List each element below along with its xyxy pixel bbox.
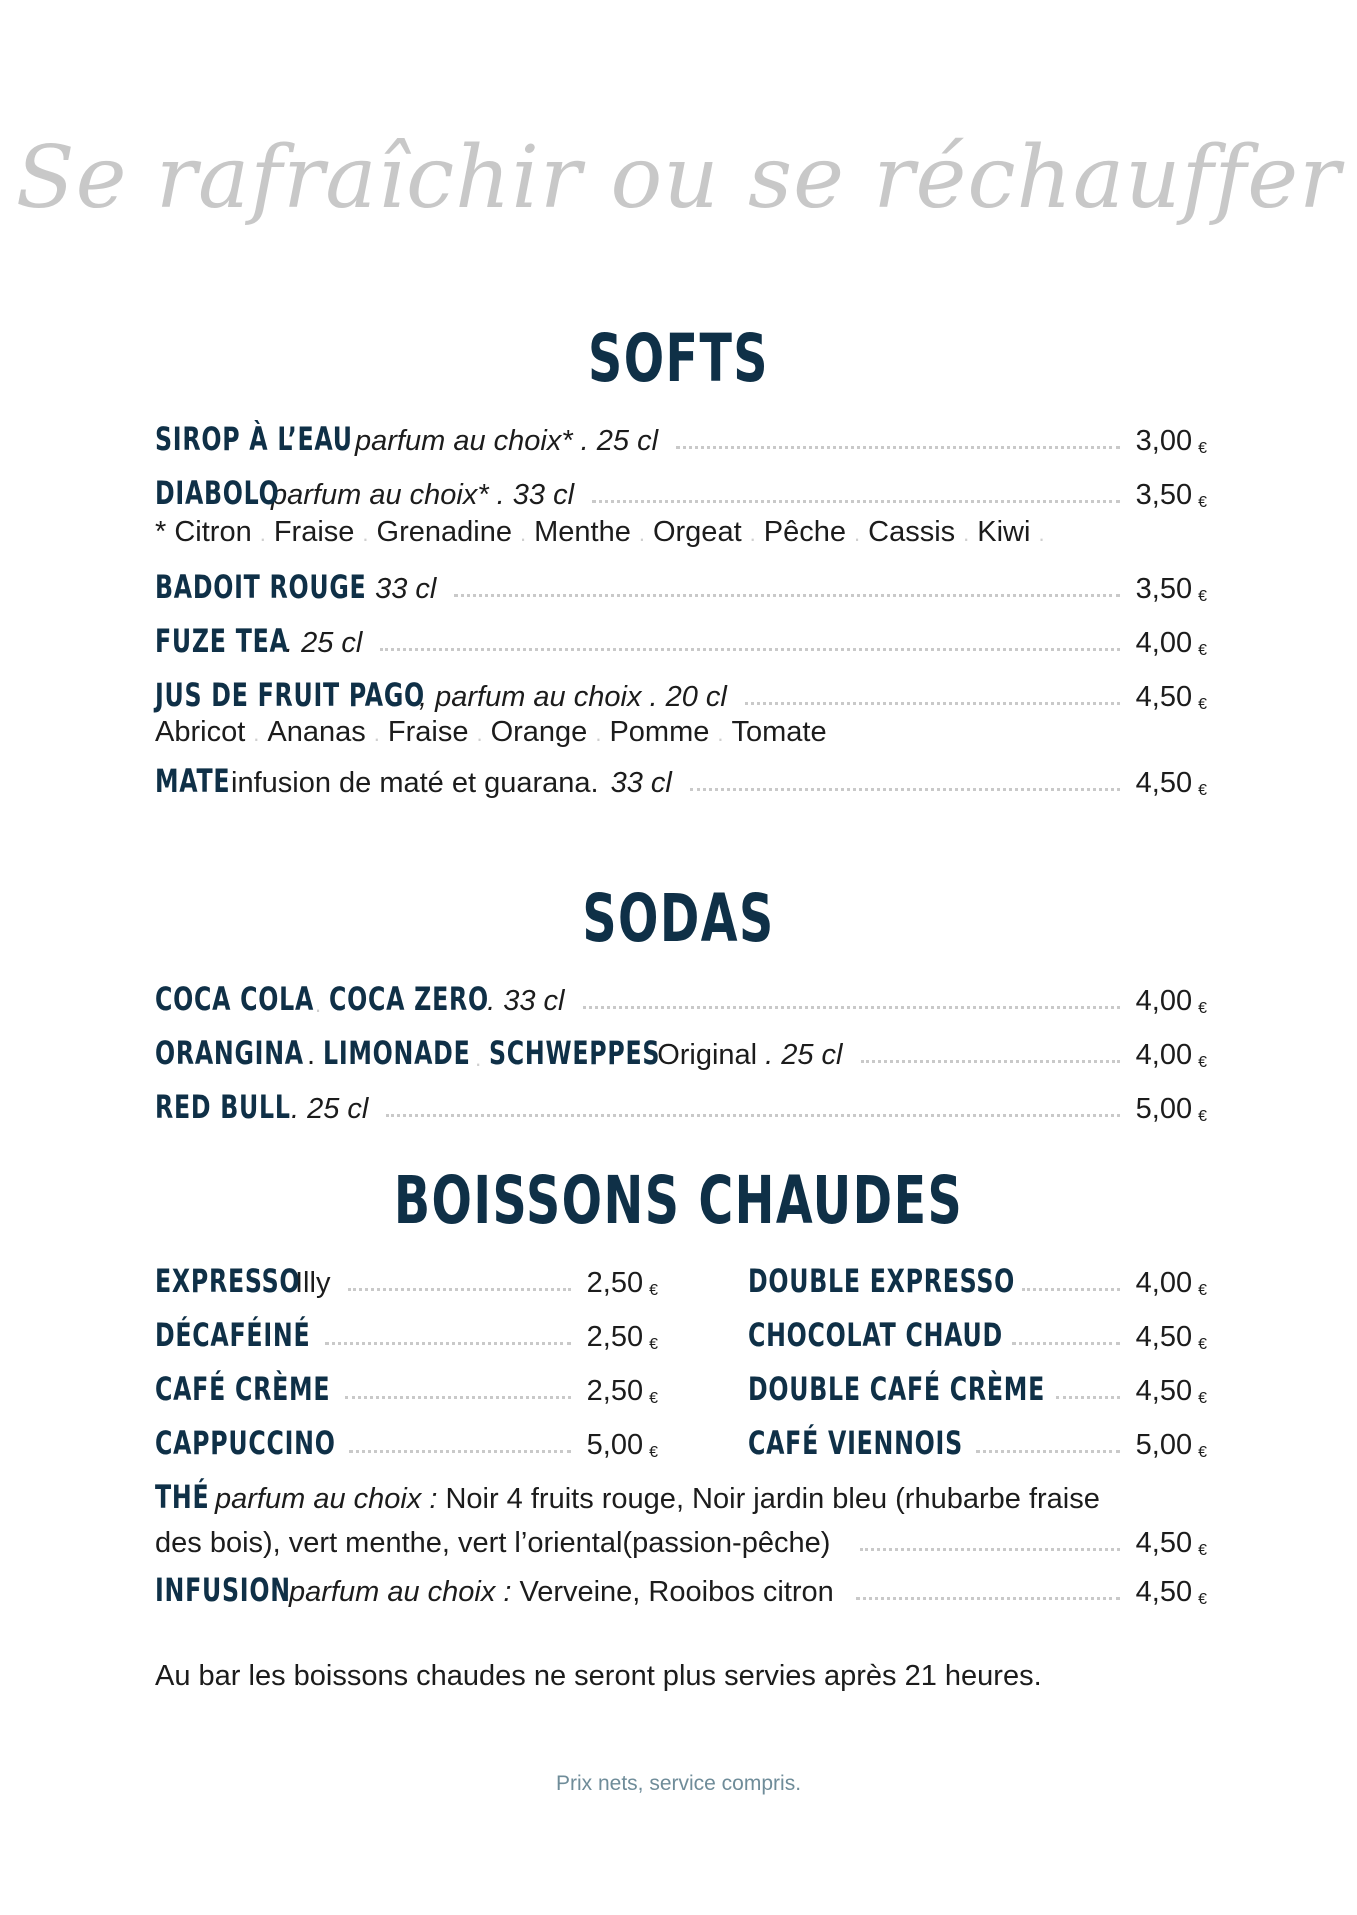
item-desc: , parfum au choix . 20 cl [419,681,727,713]
flavor: Grenadine [376,516,512,548]
dot-leader [583,1006,1120,1009]
currency-symbol: € [1198,782,1207,799]
currency-symbol: € [1198,1282,1207,1299]
item-price: 4,50 [1135,1527,1193,1559]
item-price: 4,50 [1135,681,1193,713]
flavor: Fraise [387,716,469,748]
flavor: Fraise [273,516,355,548]
menu-item-infusion [155,1565,1207,1609]
separator-dot: . [475,1046,482,1071]
item-name: SCHWEPPES [489,1034,661,1072]
item-name: ORANGINA [155,1034,304,1072]
dot-leader [386,1114,1119,1117]
item-desc: Illy [295,1267,331,1299]
item-desc: . 33 cl [487,985,565,1017]
item-volume: . 25 cl [765,1039,843,1071]
item-price: 3,50 [1135,573,1193,605]
hot-drinks-note: Au bar les boissons chaudes ne seront plus servies après 21 heures. [155,1660,1042,1692]
menu-item-diabolo [155,468,1207,512]
item-desc: . 33 cl [359,573,437,605]
item-name: RED BULL [155,1088,291,1126]
dot-leader [676,446,1120,449]
menu-item-redbull [155,1082,1207,1126]
separator-dot: . [595,721,602,746]
item-price: 3,00 [1135,425,1193,457]
flavor: Abricot [155,716,246,748]
dot-leader [690,788,1120,791]
flavor: Menthe [534,516,631,548]
item-name: BADOIT ROUGE [155,568,367,606]
currency-symbol: € [1198,494,1207,511]
separator-dot: . [854,521,861,546]
separator-dot: . [1038,521,1045,546]
currency-symbol: € [649,1390,658,1407]
item-desc: Noir 4 fruits rouge, Noir jardin bleu (rhubarbe fraise [445,1483,1100,1515]
menu-item-sirop [155,414,1207,458]
item-name: CAFÉ VIENNOIS [748,1424,963,1462]
sodas-title: SODAS [582,880,775,957]
dot-leader [976,1450,1120,1453]
boissons-chaudes-title: BOISSONS CHAUDES [393,1162,964,1239]
item-price: 4,00 [1135,1267,1193,1299]
item-name: DIABOLO [155,474,280,512]
currency-symbol: € [649,1336,658,1353]
item-desc: . 25 cl [285,627,363,659]
flavor: Ananas [267,716,366,748]
menu-item-cappuccino [155,1418,658,1462]
item-name: DOUBLE EXPRESSO [748,1262,1016,1300]
item-desc: parfum au choix* . 25 cl [355,425,659,457]
menu-item-pago [155,670,1207,714]
separator-dot: . [638,521,645,546]
pago-flavors [155,716,827,749]
currency-symbol: € [649,1282,658,1299]
item-price: 2,50 [586,1267,644,1299]
menu-item-the [155,1472,1207,1516]
dot-leader [745,702,1120,705]
menu-item-cafe-viennois [748,1418,1207,1462]
flavor: Orange [490,716,588,748]
footer-note: Prix nets, service compris. [555,1772,802,1795]
dot-leader [325,1342,571,1345]
item-volume: 33 cl [610,767,672,799]
item-price: 4,50 [1135,767,1193,799]
menu-item-fuze-tea [155,616,1207,660]
separator-dot: . [315,992,322,1017]
item-desc: infusion de maté et guarana. [231,767,599,799]
separator-dot: . [476,721,483,746]
item-price: 4,00 [1135,985,1193,1017]
item-price: 2,50 [586,1375,644,1407]
currency-symbol: € [1198,696,1207,713]
item-desc: . 25 cl [291,1093,369,1125]
flavor: Pêche [763,516,846,548]
flavor: Orgeat [652,516,742,548]
dot-leader [860,1548,1119,1551]
item-desc-italic: parfum au choix : [215,1483,438,1515]
currency-symbol: € [1198,1542,1207,1559]
separator-dot: . [362,521,369,546]
item-name: COCA ZERO [329,980,489,1018]
dot-leader [345,1396,571,1399]
item-desc: Original [657,1039,758,1071]
item-name: THÉ [155,1478,210,1516]
item-name: MATE [155,762,231,800]
flavor: Tomate [731,716,827,748]
separator-dot: . [963,521,970,546]
item-name: JUS DE FRUIT PAGO [155,676,425,714]
separator-dot: . [253,721,260,746]
dot-leader [592,500,1120,503]
separator-dot: . [373,721,380,746]
flavor: Citron [174,516,252,548]
dot-leader [1056,1396,1120,1399]
currency-symbol: € [1198,1108,1207,1125]
separator-dot: . [307,1039,316,1071]
item-name: CAFÉ CRÈME [155,1370,331,1408]
menu-item-mate [155,756,1207,800]
dot-leader [349,1450,571,1453]
asterisk: * [155,516,167,548]
currency-symbol: € [1198,1000,1207,1017]
flavor: Kiwi [977,516,1031,548]
dot-leader [454,594,1119,597]
menu-item-cafe-creme [155,1364,658,1408]
currency-symbol: € [1198,1336,1207,1353]
dot-leader [348,1288,570,1291]
flavor: Cassis [868,516,956,548]
item-name: CHOCOLAT CHAUD [748,1316,1003,1354]
menu-item-expresso [155,1256,658,1300]
item-name: DOUBLE CAFÉ CRÈME [748,1370,1045,1408]
item-desc-italic: parfum au choix : [289,1576,512,1608]
menu-item-orangina [155,1028,1207,1072]
item-price: 4,00 [1135,1039,1193,1071]
menu-item-decafeine [155,1310,658,1354]
item-price: 5,00 [1135,1429,1193,1461]
separator-dot: . [717,721,724,746]
menu-item-chocolat-chaud [748,1310,1207,1354]
item-name: INFUSION [155,1571,291,1609]
currency-symbol: € [1198,1390,1207,1407]
item-desc: des bois), vert menthe, vert l’oriental(passion-pêche) [155,1527,831,1559]
item-price: 4,50 [1135,1576,1193,1608]
item-name: SIROP À L’EAU [155,420,353,458]
item-name: CAPPUCCINO [155,1424,336,1462]
currency-symbol: € [649,1444,658,1461]
separator-dot: . [749,521,756,546]
currency-symbol: € [1198,1444,1207,1461]
item-price: 5,00 [586,1429,644,1461]
dot-leader [1012,1342,1120,1345]
dot-leader [380,648,1119,651]
menu-item-double-cafe-creme [748,1364,1207,1408]
item-desc: parfum au choix* . 33 cl [271,479,575,511]
item-desc: Verveine, Rooibos citron [519,1576,834,1608]
softs-title: SOFTS [588,320,769,397]
item-name: LIMONADE [323,1034,471,1072]
item-name: COCA COLA [155,980,315,1018]
menu-item-coca [155,974,1207,1018]
menu-item-badoit [155,562,1207,606]
item-price: 2,50 [586,1321,644,1353]
currency-symbol: € [1198,642,1207,659]
separator-dot: . [259,521,266,546]
dot-leader [1022,1288,1120,1291]
currency-symbol: € [1198,1591,1207,1608]
item-price: 4,00 [1135,627,1193,659]
item-name: FUZE TEA [155,622,289,660]
flavor: Pomme [609,716,710,748]
item-price: 3,50 [1135,479,1193,511]
dot-leader [861,1060,1120,1063]
menu-item-the-line2 [155,1516,1207,1560]
item-price: 4,50 [1135,1375,1193,1407]
item-name: DÉCAFÉINÉ [155,1316,311,1354]
separator-dot: . [519,521,527,546]
item-price: 5,00 [1135,1093,1193,1125]
currency-symbol: € [1198,1054,1207,1071]
item-price: 4,50 [1135,1321,1193,1353]
currency-symbol: € [1198,588,1207,605]
item-name: EXPRESSO [155,1262,301,1300]
dot-leader [856,1597,1120,1600]
menu-item-double-expresso [748,1256,1207,1300]
script-title: Se rafraîchir ou se réchauffer [15,128,1342,228]
currency-symbol: € [1198,440,1207,457]
flavors-note [155,516,1053,549]
